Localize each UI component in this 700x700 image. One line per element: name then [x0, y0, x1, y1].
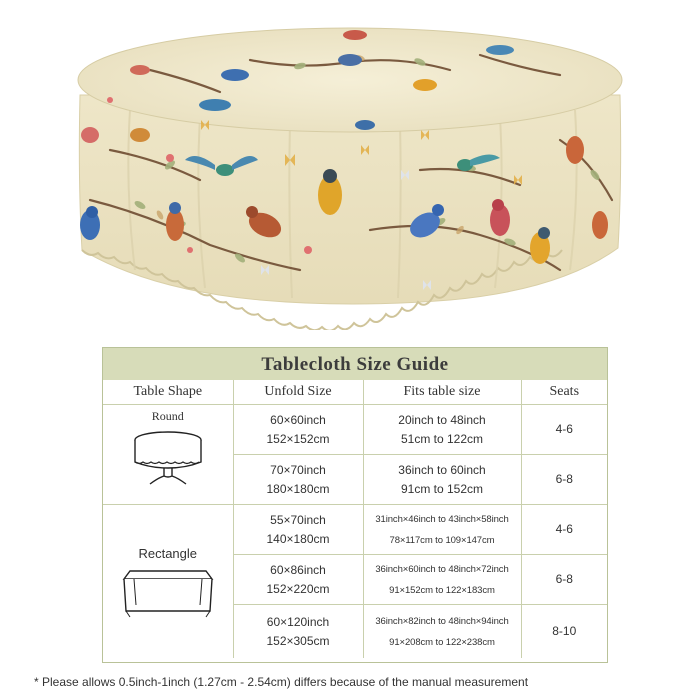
unfold-inch: 55×70inch	[270, 512, 326, 527]
fits-cm: 51cm to 122cm	[400, 431, 484, 446]
fits-size-cell	[363, 505, 521, 555]
fits-cm: 78×117cm to 109×147cm	[389, 534, 495, 546]
unfold-size-cell	[233, 555, 363, 605]
header-unfold-size: Unfold Size	[233, 380, 363, 405]
seats-cell: 8-10	[521, 605, 607, 659]
header-table-shape: Table Shape	[103, 380, 233, 405]
shape-cell-rectangle	[103, 505, 233, 659]
rectangle-table-icon	[120, 565, 216, 619]
unfold-cm: 140×180cm	[266, 531, 330, 546]
seats-cell: 6-8	[521, 455, 607, 505]
fits-size-cell	[363, 455, 521, 505]
size-guide-table	[102, 347, 608, 663]
seats-cell: 6-8	[521, 555, 607, 605]
measurement-note: * Please allows 0.5inch-1inch (1.27cm - 2.54cm) differs because of the manual measurement	[34, 675, 529, 689]
seats-cell: 4-6	[521, 505, 607, 555]
unfold-inch: 70×70inch	[270, 462, 326, 477]
seats-cell: 4-6	[521, 405, 607, 455]
unfold-cm: 152×305cm	[266, 633, 330, 648]
table-header-row	[103, 380, 607, 405]
fits-inch: 36inch×60inch to 48inch×72inch	[375, 563, 509, 575]
header-seats: Seats	[521, 380, 607, 405]
round-table-icon	[130, 428, 206, 488]
fits-size-cell	[363, 405, 521, 455]
unfold-inch: 60×60inch	[270, 412, 326, 427]
tablecloth-photo	[0, 0, 700, 330]
table-row	[103, 405, 607, 455]
fits-cm: 91×152cm to 122×183cm	[389, 584, 495, 596]
shape-label-round: Round	[151, 409, 184, 423]
shape-cell-round	[103, 405, 233, 505]
unfold-cm: 180×180cm	[266, 481, 330, 496]
unfold-size-cell	[233, 405, 363, 455]
fits-size-cell	[363, 605, 521, 659]
unfold-cm: 152×152cm	[266, 431, 330, 446]
unfold-size-cell	[233, 605, 363, 659]
fits-inch: 36inch×82inch to 48inch×94inch	[375, 615, 509, 627]
unfold-inch: 60×86inch	[270, 562, 326, 577]
unfold-size-cell	[233, 455, 363, 505]
fits-size-cell	[363, 555, 521, 605]
unfold-size-cell	[233, 505, 363, 555]
fits-inch: 36inch to 60inch	[398, 462, 486, 477]
fits-cm: 91cm to 152cm	[400, 481, 484, 496]
size-guide-title: Tablecloth Size Guide	[103, 348, 607, 380]
unfold-inch: 60×120inch	[266, 614, 330, 629]
fits-cm: 91×208cm to 122×238cm	[389, 636, 495, 648]
shape-label-rectangle: Rectangle	[138, 546, 198, 561]
table-row	[103, 505, 607, 555]
fits-inch: 31inch×46inch to 43inch×58inch	[375, 513, 509, 525]
header-fits-table-size: Fits table size	[363, 380, 521, 405]
unfold-cm: 152×220cm	[266, 581, 330, 596]
size-table	[103, 380, 607, 658]
fits-inch: 20inch to 48inch	[398, 412, 486, 427]
